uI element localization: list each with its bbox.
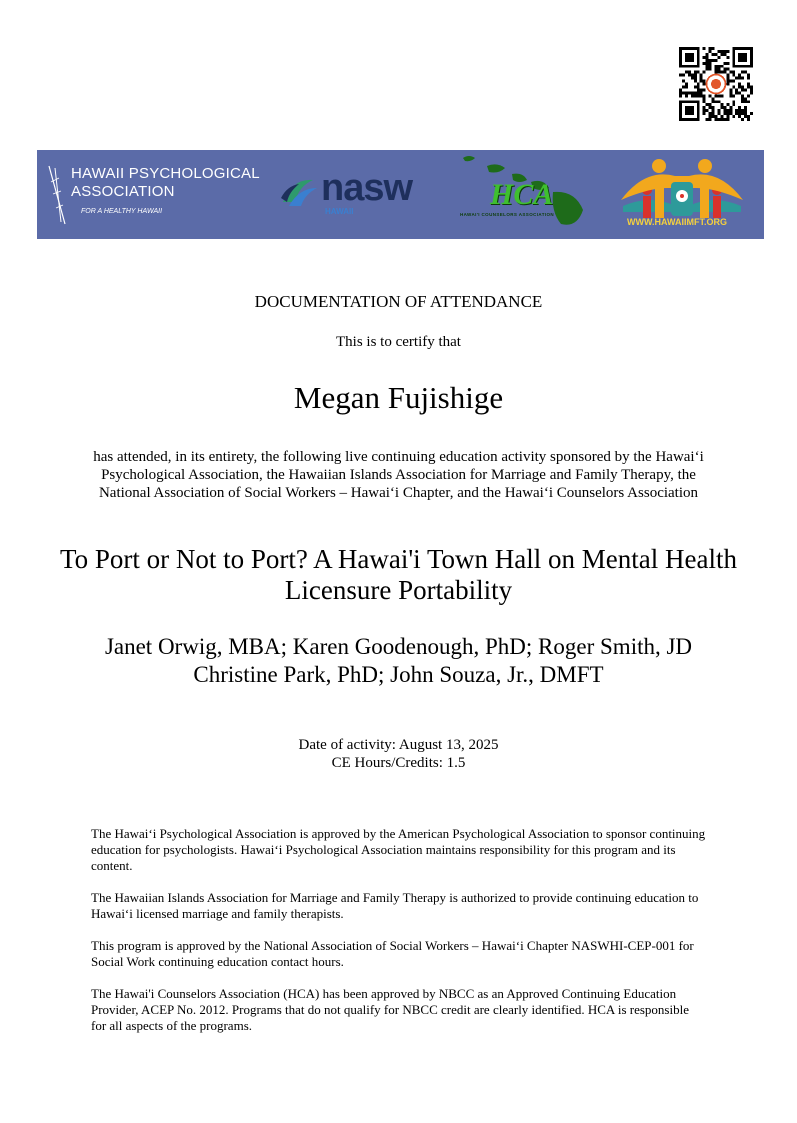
nasw-approval-note: This program is approved by the National Association of Social Workers – Hawai‘i Chapter NASWHI-CEP-001 for Social Work continuing education contact hours.: [91, 938, 694, 969]
bamboo-icon: [45, 164, 73, 226]
hawaiimft-url: WWW.HAWAIIMFT.ORG: [627, 217, 727, 227]
activity-date: Date of activity: August 13, 2025: [298, 737, 499, 753]
activity-details: [0, 736, 797, 772]
hpa-logo-line1: HAWAII PSYCHOLOGICAL: [71, 165, 260, 182]
presenters-line: Janet Orwig, MBA; Karen Goodenough, PhD; Roger Smith, JD: [104, 634, 693, 659]
document-title: DOCUMENTATION OF ATTENDANCE: [254, 292, 543, 311]
nasw-logo-text: nasw: [321, 167, 413, 209]
nasw-wave-icon: [279, 172, 321, 214]
hpa-tagline: FOR A HEALTHY HAWAII: [81, 208, 163, 215]
ce-credits: CE Hours/Credits: 1.5: [331, 755, 466, 771]
sponsor-banner: [37, 150, 764, 239]
nasw-chapter-label: HAWAII: [325, 207, 354, 216]
attendee-name: Megan Fujishige: [293, 380, 504, 415]
hca-logo-text: HCA: [490, 178, 554, 211]
certify-statement: This is to certify that: [336, 334, 461, 350]
family-figures-icon: [615, 154, 749, 222]
presenters: [40, 633, 757, 689]
activity-title: To Port or Not to Port? A Hawai'i Town Hall on Mental Health Licensure Portability: [59, 544, 737, 605]
hca-full-name: HAWAI'I COUNSELORS ASSOCIATION: [460, 212, 555, 217]
hpa-logo-line2: ASSOCIATION: [71, 183, 175, 200]
accreditation-notes: [91, 826, 706, 1050]
hpa-approval-note: The Hawai‘i Psychological Association is approved by the American Psychological Association to sponsor continuing education for psychologists. Hawai‘i Psychological Association maintains responsibility for this program and its content.: [91, 826, 706, 873]
hiamft-approval-note: The Hawaiian Islands Association for Marriage and Family Therapy is authorized to provide continuing education to Hawai‘i licensed marriage and family therapists.: [91, 890, 699, 921]
hca-approval-note: The Hawai'i Counselors Association (HCA) has been approved by NBCC as an Approved Continuing Education Provider, ACEP No. 2012. Programs that do not qualify for NBCC credit are clearly identified. HCA is responsible for all aspects of the programs.: [91, 986, 689, 1033]
qr-code: [679, 47, 753, 121]
presenters-line: Christine Park, PhD; John Souza, Jr., DMFT: [193, 662, 604, 687]
attendance-statement: has attended, in its entirety, the following live continuing education activity sponsored by the Hawai‘i Psychological Association, the Hawaiian Islands Association for Marriage and Family Therapy, the National Association of Social Workers – Hawai‘i Chapter, and the Hawai‘i Counselors Association: [93, 449, 704, 501]
